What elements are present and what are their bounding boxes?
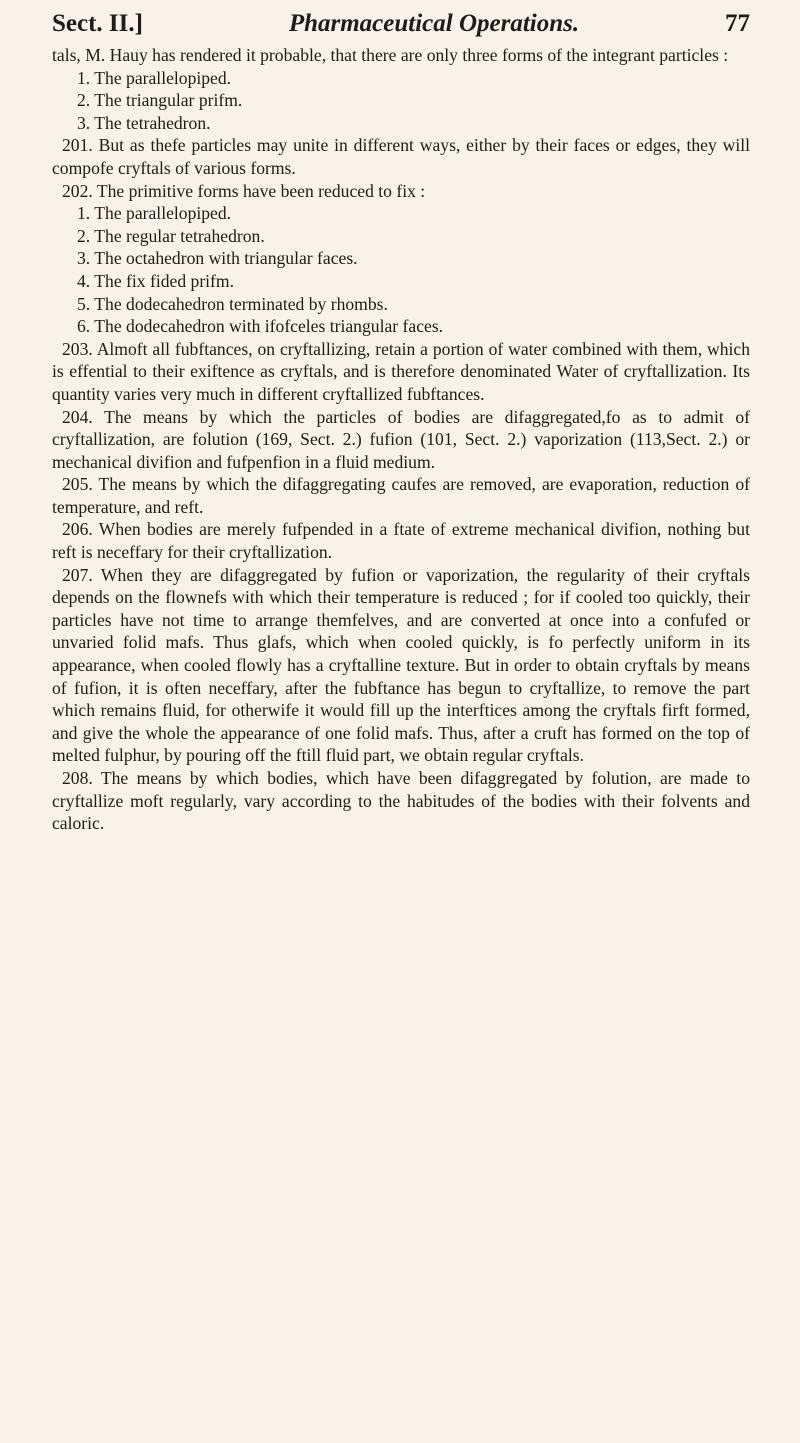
paragraph: 202. The primitive forms have been reduced to fix : [62, 180, 426, 201]
list-item: 5. The dodecahedron terminated by rhombs. [77, 293, 388, 314]
body-text [52, 44, 750, 835]
paragraph: tals, M. Hauy has rendered it probable, that there are only three forms of the integrant particles : [52, 45, 729, 65]
list-item: 2. The regular tetrahedron. [77, 225, 265, 246]
running-title: Pharmaceutical Operations. [288, 10, 580, 37]
page-number: 77 [724, 10, 750, 37]
paragraph: 203. Almoft all fubftances, on cryftallizing, retain a portion of water combined with them, which is effential to their exiftence as cryftals, and is therefore denominated Water of cryftallization. Its quantity varies very much in different cryftallized fubftances. [52, 338, 750, 404]
paragraph: 207. When they are difaggregated by fufion or vaporization, the regularity of their cryftals depends on the flownefs with which their temperature is reduced ; for if cooled too quickly, their particles have not time to arrange themfelves, and are converted at once into a confufed or unvaried folid mafs. Thus glafs, which when cooled quickly, is fo perfectly uniform in its appearance, when cooled flowly has a cryftalline texture. But in order to obtain cryftals by means of fufion, it is often neceffary, after the fubftance has begun to cryftallize, to remove the part which remains fluid, for otherwife it would fill up the interftices among the cryftals firft formed, and give the whole the appearance of one folid mafs. Thus, after a cruft has formed on the top of melted fulphur, by pouring off the ftill fluid part, we obtain regular cryftals. [52, 564, 750, 766]
section-label: Sect. II.] [52, 10, 143, 37]
list-item: 3. The octahedron with triangular faces. [77, 248, 358, 269]
paragraph: 208. The means by which bodies, which have been difaggregated by folution, are made to cryftallize moft regularly, vary according to the habitudes of the bodies with their folvents and caloric. [52, 768, 750, 834]
list-item: 1. The parallelopiped. [77, 67, 232, 88]
paragraph: 204. The means by which the particles of bodies are difaggregated,fo as to admit of cryftallization, are folution (169, Sect. 2.) fufion (101, Sect. 2.) vaporization (113,Sect. 2.) or mechanical divifion and fufpenfion in a fluid medium. [52, 406, 750, 472]
list-item: 2. The triangular prifm. [77, 90, 243, 111]
list-item: 6. The dodecahedron with ifofceles triangular faces. [77, 316, 444, 337]
list-item: 3. The tetrahedron. [77, 112, 211, 133]
running-header [52, 10, 750, 38]
paragraph: 205. The means by which the difaggregating caufes are removed, are evaporation, reduction of temperature, and reft. [52, 474, 750, 517]
list-item: 4. The fix fided prifm. [77, 270, 235, 291]
list-item: 1. The parallelopiped. [77, 203, 232, 224]
paragraph: 206. When bodies are merely fufpended in a ftate of extreme mechanical divifion, nothing but reft is neceffary for their cryftallization. [52, 519, 750, 563]
paragraph: 201. But as thefe particles may unite in different ways, either by their faces or edges, they will compofe cryftals of various forms. [52, 135, 750, 178]
